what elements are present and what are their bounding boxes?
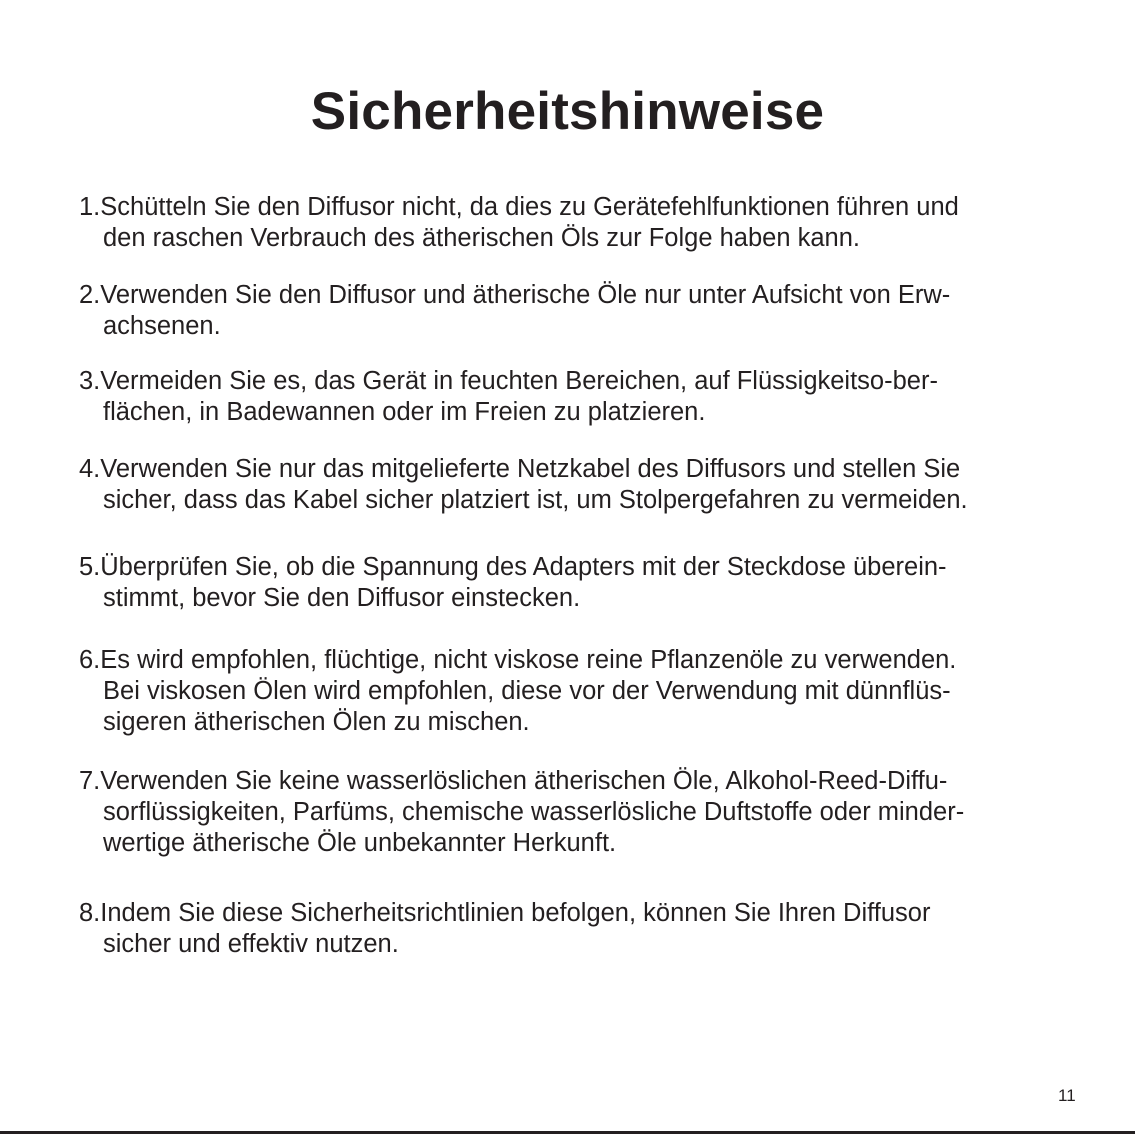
item-line: achsenen. [103,312,221,340]
item-line: 7.Verwenden Sie keine wasserlöslichen ätherischen Öle, Alkohol-Reed-Diffu- [79,767,948,795]
safety-item-7 [79,766,1069,859]
item-line: sorflüssigkeiten, Parfüms, chemische wasserlösliche Duftstoffe oder minder- [103,798,965,826]
item-line: 1.Schütteln Sie den Diffusor nicht, da dies zu Gerätefehlfunktionen führen und [79,193,959,221]
safety-item-8 [79,898,1069,960]
safety-item-5 [79,552,1069,614]
item-line: den raschen Verbrauch des ätherischen Öls zur Folge haben kann. [103,224,860,252]
item-line: stimmt, bevor Sie den Diffusor einstecken. [103,584,581,612]
page-number: 11 [1058,1086,1076,1105]
item-line: wertige ätherische Öle unbekannter Herkunft. [103,829,617,857]
item-line: 5.Überprüfen Sie, ob die Spannung des Adapters mit der Steckdose überein- [79,553,947,581]
item-line: 2.Verwenden Sie den Diffusor und ätherische Öle nur unter Aufsicht von Erw- [79,281,951,309]
item-line: sicher und effektiv nutzen. [103,930,399,958]
item-line: 3.Vermeiden Sie es, das Gerät in feuchten Bereichen, auf Flüssigkeitso-ber- [79,367,938,395]
item-line: 6.Es wird empfohlen, flüchtige, nicht viskose reine Pflanzenöle zu verwenden. [79,646,957,674]
item-line: 8.Indem Sie diese Sicherheitsrichtlinien befolgen, können Sie Ihren Diffusor [79,899,931,927]
page-title: Sicherheitshinweise [310,82,825,141]
item-line: flächen, in Badewannen oder im Freien zu platzieren. [103,398,706,426]
item-line: Bei viskosen Ölen wird empfohlen, diese vor der Verwendung mit dünnflüs- [103,677,951,705]
item-line: 4.Verwenden Sie nur das mitgelieferte Netzkabel des Diffusors und stellen Sie [79,455,961,483]
safety-item-3 [79,366,1069,428]
bottom-divider [0,1131,1135,1134]
safety-item-2 [79,280,1069,342]
safety-item-4 [79,454,1069,516]
safety-item-1 [79,192,1069,254]
item-line: sicher, dass das Kabel sicher platziert ist, um Stolpergefahren zu vermeiden. [103,486,968,514]
safety-item-6 [79,645,1069,738]
item-line: sigeren ätherischen Ölen zu mischen. [103,708,530,736]
